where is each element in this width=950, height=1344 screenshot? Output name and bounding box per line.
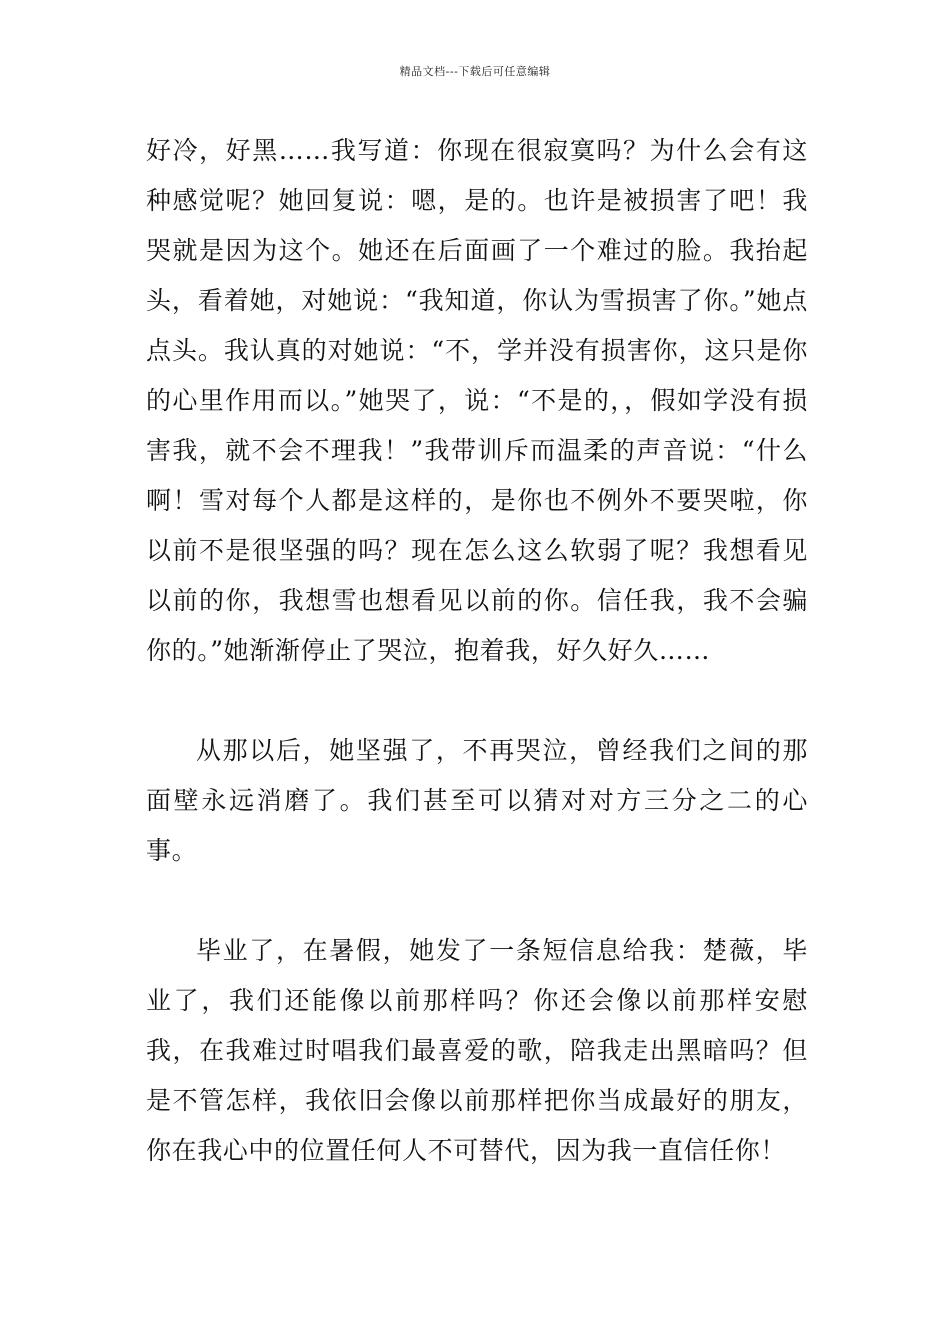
paragraph-3: 毕业了，在暑假，她发了一条短信息给我：楚薇，毕业了，我们还能像以前那样吗？你还会像以前那样安慰我，在我难过时唱我们最喜爱的歌，陪我走出黑暗吗？但是不管怎样，我依旧会像以前那样把你当成最好的朋友，你在我心中的位置任何人不可替代，因为我一直信任你！ <box>146 936 808 1165</box>
paragraph-gap <box>146 876 808 926</box>
paragraph-gap <box>146 676 808 726</box>
paragraph-1: 好冷，好黑……我写道：你现在很寂寞吗？为什么会有这种感觉呢？她回复说：嗯，是的。也许是被损害了吧！我哭就是因为这个。她还在后面画了一个难过的脸。我抬起头，看着她，对她说：“我知道，你认为雪损害了你。”她点点头。我认真的对她说：“不，学并没有损害你，这只是你的心里作用而以。”她哭了，说：“不是的，，假如学没有损害我，就不会不理我！”我带训斥而温柔的声音说：“什么啊！雪对每个人都是这样的，是你也不例外不要哭啦，你以前不是很坚强的吗？现在怎么这么软弱了呢？我想看见以前的你，我想雪也想看见以前的你。信任我，我不会骗你的。”她渐渐停止了哭泣，抱着我，好久好久…… <box>146 136 808 665</box>
page-header: 精品文档---下载后可任意编辑 <box>399 65 551 78</box>
document-body <box>146 126 808 1176</box>
paragraph-2: 从那以后，她坚强了，不再哭泣，曾经我们之间的那面壁永远消磨了。我们甚至可以猜对对方三分之二的心事。 <box>146 736 808 865</box>
